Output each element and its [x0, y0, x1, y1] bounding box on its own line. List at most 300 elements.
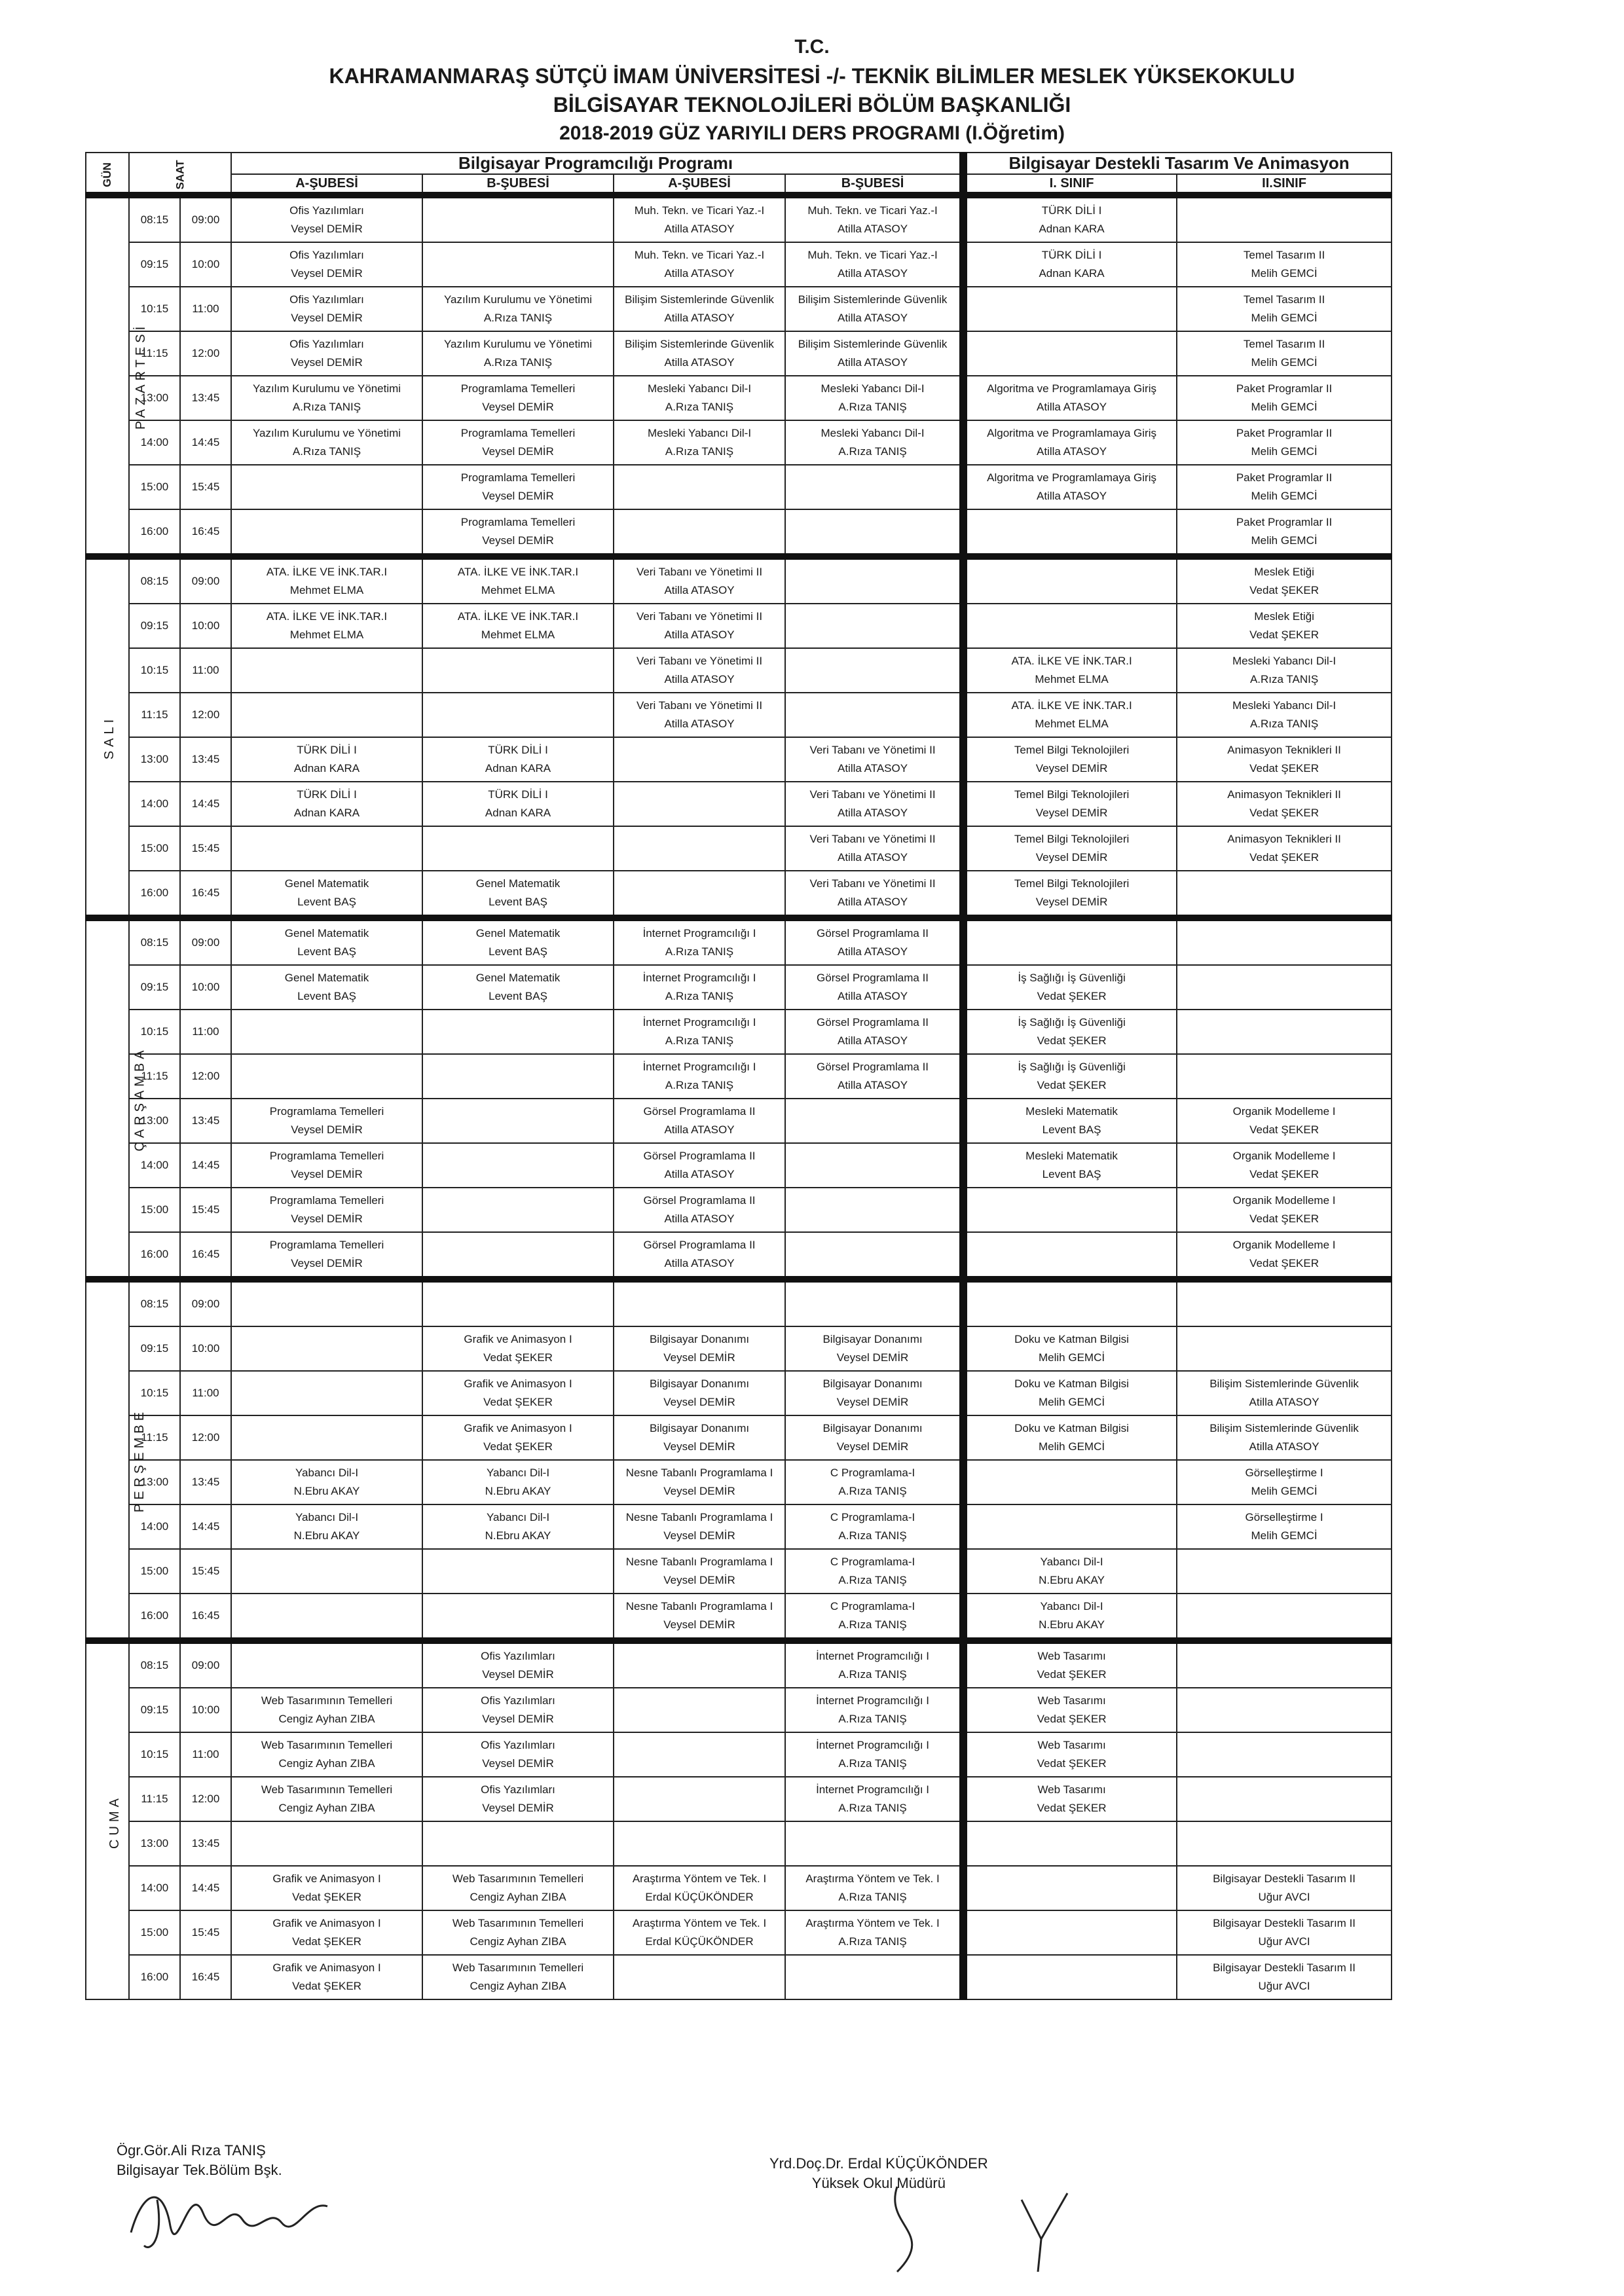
course-cell [963, 420, 1177, 465]
course-title: İnternet Programcılığı I [642, 972, 756, 984]
end-time: 15:45 [180, 1188, 231, 1232]
instructor-name: Vedat ŞEKER [292, 1980, 361, 1992]
course-title: Bilişim Sistemlerinde Güvenlik [1209, 1422, 1359, 1434]
instructor-name: Vedat ŞEKER [1037, 990, 1107, 1002]
start-time: 14:00 [129, 1504, 180, 1549]
course-cell [231, 242, 422, 287]
course-cell [785, 1955, 963, 1999]
course-cell [963, 1866, 1177, 1910]
start-time: 11:15 [129, 1054, 180, 1099]
start-time: 15:00 [129, 1549, 180, 1594]
course-title: Yazılım Kurulumu ve Yönetimi [252, 382, 401, 395]
course-cell [614, 465, 785, 509]
instructor-name: A.Rıza TANIŞ [838, 1529, 907, 1542]
course-title: Animasyon Teknikleri II [1227, 788, 1341, 801]
section-header: II.SINIF [1177, 174, 1392, 195]
instructor-name: Vedat ŞEKER [1249, 1168, 1319, 1180]
course-cell [1177, 918, 1392, 965]
instructor-name: Veysel DEMİR [291, 1168, 363, 1180]
time-row [86, 1371, 1392, 1415]
course-title: Bilişim Sistemlerinde Güvenlik [1209, 1377, 1359, 1390]
instructor-name: Cengiz Ayhan ZIBA [470, 1891, 566, 1903]
end-time: 11:00 [180, 648, 231, 693]
course-cell [614, 1777, 785, 1821]
time-row [86, 1460, 1392, 1504]
course-cell [1177, 1279, 1392, 1326]
course-cell [614, 1821, 785, 1866]
instructor-name: Atilla ATASOY [838, 851, 908, 864]
course-cell [614, 331, 785, 376]
course-cell [963, 1910, 1177, 1955]
instructor-name: Adnan KARA [1039, 223, 1105, 235]
course-cell [422, 1688, 614, 1732]
day-label: PAZARTESİ [134, 322, 149, 429]
instructor-name: Veysel DEMİR [291, 1212, 363, 1225]
course-cell [785, 1099, 963, 1143]
instructor-name: Veysel DEMİR [482, 490, 554, 502]
instructor-name: Vedat ŞEKER [1249, 1257, 1319, 1269]
time-row [86, 1777, 1392, 1821]
end-time: 10:00 [180, 604, 231, 648]
course-title: Algoritma ve Programlamaya Giriş [987, 471, 1156, 484]
start-time: 13:00 [129, 1460, 180, 1504]
instructor-name: Atilla ATASOY [664, 1212, 735, 1225]
instructor-name: Atilla ATASOY [664, 223, 735, 235]
instructor-name: Mehmet ELMA [481, 584, 555, 596]
instructor-name: Vedat ŞEKER [1037, 1079, 1107, 1091]
signatory-title-left: Bilgisayar Tek.Bölüm Bşk. [117, 2162, 282, 2178]
course-cell [963, 1594, 1177, 1641]
time-row [86, 556, 1392, 604]
course-title: TÜRK DİLİ I [297, 744, 357, 756]
course-title: Genel Matematik [284, 972, 369, 984]
course-cell [1177, 1010, 1392, 1054]
instructor-name: Vedat ŞEKER [292, 1891, 361, 1903]
course-cell [1177, 782, 1392, 826]
time-row [86, 965, 1392, 1010]
instructor-name: Melih GEMCİ [1251, 445, 1318, 458]
course-title: Grafik ve Animasyon I [464, 1333, 572, 1345]
instructor-name: N.Ebru AKAY [485, 1485, 551, 1497]
course-cell [422, 420, 614, 465]
course-title: Organik Modelleme I [1232, 1150, 1336, 1162]
course-cell [614, 782, 785, 826]
course-cell [422, 1821, 614, 1866]
time-row [86, 1955, 1392, 1999]
course-cell [422, 195, 614, 242]
instructor-name: Cengiz Ayhan ZIBA [470, 1980, 566, 1992]
instructor-name: Melih GEMCİ [1251, 534, 1318, 547]
section-header: I. SINIF [963, 174, 1177, 195]
course-cell [422, 376, 614, 420]
time-row [86, 1188, 1392, 1232]
course-cell [614, 965, 785, 1010]
instructor-name: Veysel DEMİR [836, 1396, 909, 1408]
course-title: Temel Tasarım II [1243, 338, 1325, 350]
instructor-name: Erdal KÜÇÜKÖNDER [645, 1891, 754, 1903]
course-cell [785, 331, 963, 376]
course-cell [1177, 1371, 1392, 1415]
course-cell [614, 509, 785, 556]
course-cell [231, 1641, 422, 1688]
instructor-name: Adnan KARA [1039, 267, 1105, 280]
course-title: Araştırma Yöntem ve Tek. I [632, 1872, 767, 1885]
instructor-name: A.Rıza TANIŞ [292, 445, 361, 458]
course-cell [422, 287, 614, 331]
course-cell [1177, 1866, 1392, 1910]
start-time: 08:15 [129, 556, 180, 604]
course-title: Programlama Temelleri [269, 1150, 384, 1162]
handwritten-signature-left [118, 2160, 354, 2259]
instructor-name: Veysel DEMİR [482, 1757, 554, 1770]
course-title: Veri Tabanı ve Yönetimi II [636, 566, 763, 578]
section-header: A-ŞUBESİ [231, 174, 422, 195]
instructor-name: A.Rıza TANIŞ [838, 1485, 907, 1497]
start-time: 16:00 [129, 1232, 180, 1279]
course-cell [1177, 693, 1392, 737]
day-label: PERŞEMBE [132, 1408, 147, 1512]
time-row [86, 648, 1392, 693]
course-cell [963, 1143, 1177, 1188]
course-title: Web Tasarımının Temelleri [452, 1872, 584, 1885]
instructor-name: Melih GEMCİ [1251, 1529, 1318, 1542]
course-cell [422, 1641, 614, 1688]
course-title: Temel Tasarım II [1243, 293, 1325, 306]
course-title: Temel Bilgi Teknolojileri [1014, 877, 1130, 890]
course-title: Programlama Temelleri [269, 1194, 384, 1207]
instructor-name: Erdal KÜÇÜKÖNDER [645, 1935, 754, 1948]
instructor-name: Atilla ATASOY [838, 990, 908, 1002]
instructor-name: Cengiz Ayhan ZIBA [278, 1802, 375, 1814]
course-cell [1177, 1232, 1392, 1279]
start-time: 16:00 [129, 509, 180, 556]
course-title: Yabancı Dil-I [486, 1467, 550, 1479]
instructor-name: A.Rıza TANIŞ [665, 945, 734, 958]
course-cell [785, 826, 963, 871]
end-time: 10:00 [180, 1688, 231, 1732]
course-title: Yabancı Dil-I [1040, 1600, 1103, 1613]
course-cell [785, 737, 963, 782]
course-title: Görsel Programlama II [643, 1194, 756, 1207]
course-title: Yabancı Dil-I [486, 1511, 550, 1523]
course-title: Görsel Programlama II [817, 1061, 929, 1073]
course-title: Bilgisayar Donanımı [649, 1377, 750, 1390]
course-title: C Programlama-I [830, 1467, 915, 1479]
end-time: 09:00 [180, 1279, 231, 1326]
day-column-header: GÜN [86, 153, 129, 195]
course-cell [422, 782, 614, 826]
day-label-cell [86, 918, 147, 1279]
end-time: 14:45 [180, 1866, 231, 1910]
instructor-name: Melih GEMCİ [1039, 1440, 1105, 1453]
instructor-name: Vedat ŞEKER [1249, 1123, 1319, 1136]
instructor-name: Atilla ATASOY [1249, 1440, 1320, 1453]
course-cell [422, 826, 614, 871]
start-time: 16:00 [129, 1955, 180, 1999]
course-cell [614, 1188, 785, 1232]
instructor-name: Veysel DEMİR [663, 1440, 735, 1453]
signatory-title-right: Yüksek Okul Müdürü [811, 2175, 946, 2191]
start-time: 13:00 [129, 1821, 180, 1866]
end-time: 12:00 [180, 1415, 231, 1460]
course-title: ATA. İLKE VE İNK.TAR.I [1011, 655, 1132, 667]
course-cell [422, 1010, 614, 1054]
course-cell [1177, 1821, 1392, 1866]
start-time: 14:00 [129, 1143, 180, 1188]
course-cell [614, 376, 785, 420]
course-cell [1177, 331, 1392, 376]
course-cell [963, 509, 1177, 556]
end-time: 13:45 [180, 1099, 231, 1143]
course-title: Bilgisayar Destekli Tasarım II [1213, 1961, 1356, 1974]
start-time: 09:15 [129, 242, 180, 287]
start-time: 09:15 [129, 1326, 180, 1371]
course-cell [231, 1777, 422, 1821]
course-title: Görselleştirme I [1245, 1467, 1323, 1479]
course-cell [231, 918, 422, 965]
course-title: Web Tasarımı [1037, 1783, 1106, 1796]
course-title: Görsel Programlama II [817, 1016, 929, 1029]
course-cell [614, 737, 785, 782]
course-title: Muh. Tekn. ve Ticari Yaz.-I [807, 249, 938, 261]
course-cell [963, 1232, 1177, 1279]
time-row [86, 1866, 1392, 1910]
course-title: Nesne Tabanlı Programlama I [625, 1511, 773, 1523]
course-cell [231, 1594, 422, 1641]
instructor-name: Vedat ŞEKER [1249, 1212, 1319, 1225]
instructor-name: Mehmet ELMA [481, 629, 555, 641]
program-title-animation: Bilgisayar Destekli Tasarım Ve Animasyon [963, 153, 1392, 174]
course-cell [614, 1641, 785, 1688]
course-title: Mesleki Matematik [1025, 1150, 1118, 1162]
course-title: Mesleki Yabancı Dil-I [647, 382, 752, 395]
course-cell [963, 1054, 1177, 1099]
instructor-name: Vedat ŞEKER [1037, 1034, 1107, 1047]
course-cell [963, 1732, 1177, 1777]
course-title: Animasyon Teknikleri II [1227, 744, 1341, 756]
section-header: B-ŞUBESİ [785, 174, 963, 195]
section-header: A-ŞUBESİ [614, 174, 785, 195]
instructor-name: Veysel DEMİR [291, 312, 363, 324]
instructor-name: Veysel DEMİR [663, 1351, 735, 1364]
time-row [86, 871, 1392, 918]
course-cell [785, 376, 963, 420]
course-title: Ofis Yazılımları [289, 293, 364, 306]
time-row [86, 242, 1392, 287]
instructor-name: Veysel DEMİR [663, 1529, 735, 1542]
course-cell [963, 965, 1177, 1010]
time-column-header: SAAT [129, 153, 231, 195]
instructor-name: A.Rıza TANIŞ [665, 1034, 734, 1047]
start-time: 14:00 [129, 782, 180, 826]
instructor-name: Atilla ATASOY [1249, 1396, 1320, 1408]
course-cell [614, 604, 785, 648]
course-title: İnternet Programcılığı I [642, 927, 756, 939]
course-cell [1177, 737, 1392, 782]
end-time: 16:45 [180, 1232, 231, 1279]
course-title: Ofis Yazılımları [481, 1694, 555, 1707]
course-cell [785, 1010, 963, 1054]
course-cell [963, 1371, 1177, 1415]
instructor-name: A.Rıza TANIŞ [292, 401, 361, 413]
instructor-name: A.Rıza TANIŞ [838, 445, 907, 458]
course-cell [785, 1326, 963, 1371]
instructor-name: A.Rıza TANIŞ [665, 990, 734, 1002]
time-row [86, 1910, 1392, 1955]
course-title: İş Sağlığı İş Güvenliği [1018, 972, 1126, 984]
course-title: Görsel Programlama II [643, 1239, 756, 1251]
course-cell [785, 1732, 963, 1777]
instructor-name: Atilla ATASOY [838, 312, 908, 324]
course-title: Mesleki Matematik [1025, 1105, 1118, 1118]
course-cell [422, 648, 614, 693]
course-cell [231, 965, 422, 1010]
instructor-name: A.Rıza TANIŞ [838, 1935, 907, 1948]
time-row [86, 1415, 1392, 1460]
course-cell [785, 1910, 963, 1955]
course-cell [1177, 1143, 1392, 1188]
instructor-name: Levent BAŞ [489, 990, 547, 1002]
instructor-name: Veysel DEMİR [663, 1485, 735, 1497]
course-cell [963, 693, 1177, 737]
instructor-name: Veysel DEMİR [482, 1713, 554, 1725]
instructor-name: Levent BAŞ [297, 990, 356, 1002]
instructor-name: Atilla ATASOY [838, 223, 908, 235]
start-time: 08:15 [129, 1279, 180, 1326]
course-cell [231, 604, 422, 648]
instructor-name: N.Ebru AKAY [293, 1485, 360, 1497]
start-time: 10:15 [129, 287, 180, 331]
instructor-name: Atilla ATASOY [664, 584, 735, 596]
instructor-name: Atilla ATASOY [838, 762, 908, 774]
instructor-name: N.Ebru AKAY [1039, 1618, 1105, 1631]
end-time: 13:45 [180, 1821, 231, 1866]
course-cell [785, 1232, 963, 1279]
course-cell [1177, 604, 1392, 648]
end-time: 16:45 [180, 1955, 231, 1999]
course-title: Organik Modelleme I [1232, 1105, 1336, 1118]
course-cell [785, 1415, 963, 1460]
course-cell [614, 1371, 785, 1415]
course-title: Temel Bilgi Teknolojileri [1014, 833, 1130, 845]
course-title: Genel Matematik [284, 877, 369, 890]
start-time: 10:15 [129, 648, 180, 693]
course-title: Muh. Tekn. ve Ticari Yaz.-I [634, 204, 765, 217]
course-cell [422, 1910, 614, 1955]
course-title: Temel Tasarım II [1243, 249, 1325, 261]
course-title: Web Tasarımının Temelleri [452, 1961, 584, 1974]
course-title: Web Tasarımının Temelleri [261, 1694, 393, 1707]
instructor-name: A.Rıza TANIŞ [838, 401, 907, 413]
end-time: 15:45 [180, 1910, 231, 1955]
course-title: Yazılım Kurulumu ve Yönetimi [252, 427, 401, 439]
time-row [86, 1099, 1392, 1143]
course-title: C Programlama-I [830, 1511, 915, 1523]
handwritten-signature-right [858, 2174, 1094, 2285]
course-cell [231, 1549, 422, 1594]
time-row [86, 1732, 1392, 1777]
instructor-name: Atilla ATASOY [838, 1079, 908, 1091]
course-title: Bilgisayar Donanımı [649, 1333, 750, 1345]
course-cell [963, 331, 1177, 376]
course-cell [1177, 1504, 1392, 1549]
course-cell [963, 465, 1177, 509]
end-time: 14:45 [180, 420, 231, 465]
instructor-name: Atilla ATASOY [838, 267, 908, 280]
start-time: 10:15 [129, 1732, 180, 1777]
course-title: Doku ve Katman Bilgisi [1014, 1333, 1129, 1345]
course-cell [963, 1955, 1177, 1999]
time-row [86, 1054, 1392, 1099]
course-cell [231, 1188, 422, 1232]
course-cell [1177, 1326, 1392, 1371]
instructor-name: Veysel DEMİR [663, 1618, 735, 1631]
end-time: 10:00 [180, 1326, 231, 1371]
course-title: Yazılım Kurulumu ve Yönetimi [443, 293, 593, 306]
end-time: 14:45 [180, 1143, 231, 1188]
course-title: Bilişim Sistemlerinde Güvenlik [625, 293, 774, 306]
course-cell [422, 871, 614, 918]
course-title: Programlama Temelleri [460, 516, 576, 528]
course-cell [231, 1460, 422, 1504]
instructor-name: A.Rıza TANIŞ [838, 1802, 907, 1814]
course-cell [614, 1910, 785, 1955]
course-cell [785, 965, 963, 1010]
instructor-name: Veysel DEMİR [663, 1396, 735, 1408]
start-time: 15:00 [129, 465, 180, 509]
course-cell [785, 871, 963, 918]
course-title: Paket Programlar II [1236, 516, 1333, 528]
instructor-name: Melih GEMCİ [1039, 1396, 1105, 1408]
instructor-name: A.Rıza TANIŞ [838, 1618, 907, 1631]
instructor-name: Veysel DEMİR [1035, 762, 1108, 774]
instructor-name: A.Rıza TANIŞ [838, 1668, 907, 1681]
instructor-name: Vedat ŞEKER [1037, 1757, 1107, 1770]
course-cell [785, 242, 963, 287]
course-cell [785, 1279, 963, 1326]
course-title: Veri Tabanı ve Yönetimi II [809, 877, 936, 890]
course-title: Bilişim Sistemlerinde Güvenlik [798, 338, 948, 350]
instructor-name: Vedat ŞEKER [483, 1440, 553, 1453]
course-cell [231, 1955, 422, 1999]
course-cell [614, 556, 785, 604]
course-cell [614, 1732, 785, 1777]
end-time: 11:00 [180, 1010, 231, 1054]
day-label-cell [86, 1641, 129, 1999]
course-title: Web Tasarımının Temelleri [261, 1739, 393, 1751]
course-cell [614, 1460, 785, 1504]
instructor-name: Vedat ŞEKER [1249, 584, 1319, 596]
time-row [86, 331, 1392, 376]
course-title: Genel Matematik [475, 927, 561, 939]
course-title: Ofis Yazılımları [289, 338, 364, 350]
course-cell [231, 737, 422, 782]
day-label-cell [86, 195, 149, 556]
instructor-name: Veysel DEMİR [482, 445, 554, 458]
course-cell [231, 1326, 422, 1371]
instructor-name: A.Rıza TANIŞ [483, 312, 553, 324]
course-title: Bilgisayar Donanımı [822, 1333, 923, 1345]
course-cell [614, 1010, 785, 1054]
course-cell [231, 195, 422, 242]
course-cell [231, 287, 422, 331]
time-row [86, 1504, 1392, 1549]
instructor-name: Levent BAŞ [489, 945, 547, 958]
course-cell [785, 1688, 963, 1732]
course-cell [1177, 420, 1392, 465]
time-row [86, 1326, 1392, 1371]
course-cell [422, 1777, 614, 1821]
